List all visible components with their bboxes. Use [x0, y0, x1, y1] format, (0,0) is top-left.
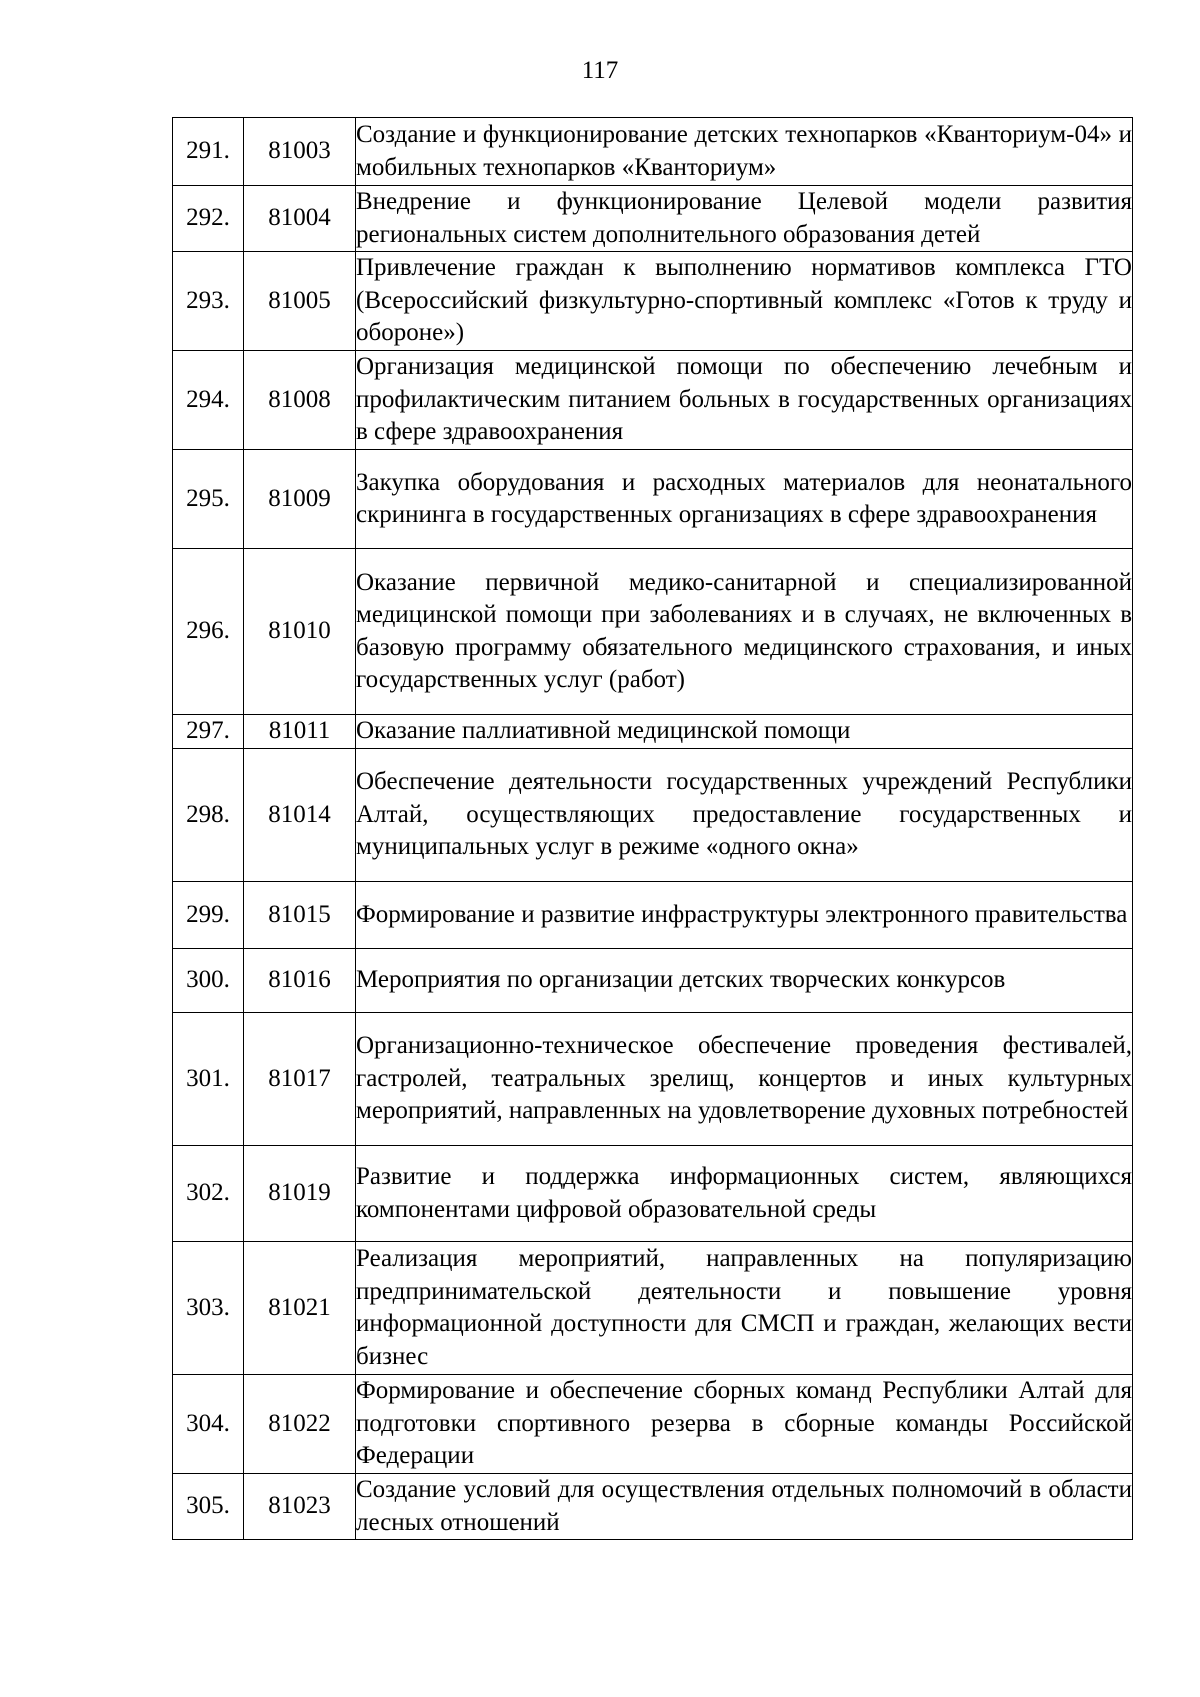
row-code: 81015: [244, 882, 356, 949]
row-number: 296.: [173, 549, 244, 715]
row-code: 81016: [244, 949, 356, 1013]
row-description: Внедрение и функционирование Целевой модели развития региональных систем дополнительного образования детей: [356, 186, 1133, 252]
table-row: [173, 1242, 1133, 1375]
row-code: 81014: [244, 749, 356, 882]
row-description: Мероприятия по организации детских творческих конкурсов: [356, 949, 1133, 1013]
row-code: 81009: [244, 450, 356, 549]
row-number: 302.: [173, 1146, 244, 1242]
row-number: 294.: [173, 351, 244, 450]
codes-table-body: [173, 118, 1133, 1540]
row-description: Развитие и поддержка информационных систем, являющихся компонентами цифровой образовательной среды: [356, 1146, 1133, 1242]
row-description: Организационно-техническое обеспечение проведения фестивалей, гастролей, театральных зрелищ, концертов и иных культурных мероприятий, направленных на удовлетворение духовных потребностей: [356, 1013, 1133, 1146]
row-number: 291.: [173, 118, 244, 186]
row-code: 81008: [244, 351, 356, 450]
row-number: 304.: [173, 1375, 244, 1474]
row-code: 81017: [244, 1013, 356, 1146]
row-description: Оказание первичной медико-санитарной и специализированной медицинской помощи при заболеваниях и в случаях, не включенных в базовую программу обязательного медицинского страхования, и иных государственных услуг (работ): [356, 549, 1133, 715]
row-number: 292.: [173, 186, 244, 252]
table-row: [173, 1474, 1133, 1540]
row-code: 81019: [244, 1146, 356, 1242]
table-row: [173, 1146, 1133, 1242]
row-description: Организация медицинской помощи по обеспечению лечебным и профилактическим питанием больных в государственных организациях в сфере здравоохранения: [356, 351, 1133, 450]
row-description: Формирование и обеспечение сборных команд Республики Алтай для подготовки спортивного резерва в сборные команды Российской Федерации: [356, 1375, 1133, 1474]
page-number: 117: [581, 57, 619, 84]
row-description: Оказание паллиативной медицинской помощи: [356, 715, 1133, 749]
row-code: 81003: [244, 118, 356, 186]
row-description: Создание условий для осуществления отдельных полномочий в области лесных отношений: [356, 1474, 1133, 1540]
table-row: [173, 186, 1133, 252]
row-description: Создание и функционирование детских технопарков «Кванториум-04» и мобильных технопарков «Кванториум»: [356, 118, 1133, 186]
table-row: [173, 749, 1133, 882]
table-row: [173, 549, 1133, 715]
row-number: 299.: [173, 882, 244, 949]
row-number: 301.: [173, 1013, 244, 1146]
row-code: 81010: [244, 549, 356, 715]
row-code: 81011: [244, 715, 356, 749]
table-row: [173, 882, 1133, 949]
row-number: 297.: [173, 715, 244, 749]
row-description: Привлечение граждан к выполнению нормативов комплекса ГТО (Всероссийский физкультурно-спортивный комплекс «Готов к труду и обороне»): [356, 252, 1133, 351]
row-code: 81022: [244, 1375, 356, 1474]
table-row: [173, 118, 1133, 186]
table-row: [173, 450, 1133, 549]
row-code: 81023: [244, 1474, 356, 1540]
row-number: 295.: [173, 450, 244, 549]
table-row: [173, 1375, 1133, 1474]
row-number: 305.: [173, 1474, 244, 1540]
row-number: 300.: [173, 949, 244, 1013]
table-row: [173, 252, 1133, 351]
table-row: [173, 715, 1133, 749]
row-description: Закупка оборудования и расходных материалов для неонатального скрининга в государственных организациях в сфере здравоохранения: [356, 450, 1133, 549]
table-row: [173, 1013, 1133, 1146]
row-description: Обеспечение деятельности государственных учреждений Республики Алтай, осуществляющих предоставление государственных и муниципальных услуг в режиме «одного окна»: [356, 749, 1133, 882]
row-number: 293.: [173, 252, 244, 351]
row-code: 81005: [244, 252, 356, 351]
row-description: Реализация мероприятий, направленных на популяризацию предпринимательской деятельности и повышение уровня информационной доступности для СМСП и граждан, желающих вести бизнес: [356, 1242, 1133, 1375]
table-row: [173, 351, 1133, 450]
row-number: 303.: [173, 1242, 244, 1375]
row-code: 81021: [244, 1242, 356, 1375]
row-number: 298.: [173, 749, 244, 882]
table-row: [173, 949, 1133, 1013]
row-code: 81004: [244, 186, 356, 252]
codes-table: [172, 117, 1133, 1540]
row-description: Формирование и развитие инфраструктуры электронного правительства: [356, 882, 1133, 949]
